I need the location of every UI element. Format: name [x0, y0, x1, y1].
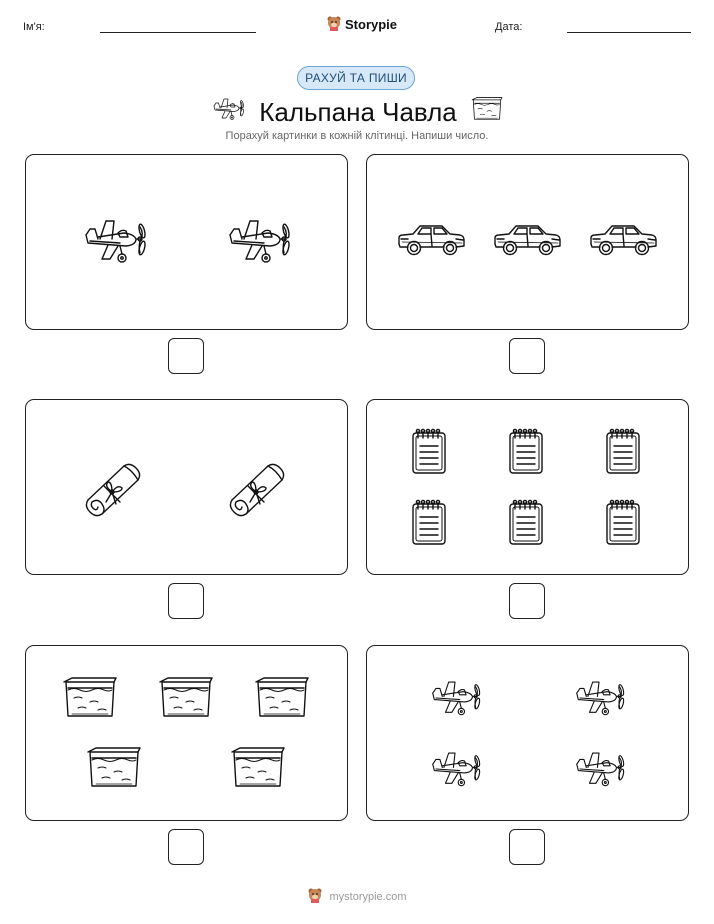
panel-4-item: [409, 498, 449, 551]
answer-box-3[interactable]: [168, 583, 204, 619]
title-block: [0, 94, 714, 131]
answer-box-5[interactable]: [168, 829, 204, 865]
panel-4-item: [506, 498, 546, 551]
panel-5-item: [254, 676, 310, 725]
panel-2-item: [396, 220, 466, 265]
logo-text: Storypie: [345, 17, 398, 32]
bear-logo-icon: [307, 887, 323, 906]
counting-panel-1: [25, 154, 348, 330]
date-label: Дата:: [495, 21, 523, 33]
answer-box-2[interactable]: [509, 338, 545, 374]
panel-6-item: [428, 748, 482, 795]
bear-logo-icon: [326, 15, 342, 34]
panel-2-item: [492, 220, 562, 265]
panel-5-item: [86, 746, 142, 795]
counting-panel-5: [25, 645, 348, 821]
counting-panel-6: [366, 645, 689, 821]
panel-5-item: [62, 676, 118, 725]
panel-6-item: [572, 677, 626, 724]
panel-4-item: [603, 498, 643, 551]
panel-5-item: [158, 676, 214, 725]
panel-4-item: [506, 427, 546, 480]
water-tank-icon: [471, 96, 503, 129]
page-title: Кальпана Чавла: [259, 97, 457, 127]
panel-6-item: [428, 677, 482, 724]
storypie-logo: [326, 15, 397, 34]
name-line[interactable]: [100, 32, 256, 33]
answer-box-6[interactable]: [509, 829, 545, 865]
panel-4-item: [603, 427, 643, 480]
panel-1-item: [224, 215, 292, 272]
footer-url[interactable]: mystorypie.com: [329, 890, 407, 903]
footer: [0, 887, 714, 906]
answer-box-1[interactable]: [168, 338, 204, 374]
counting-panel-3: [25, 399, 348, 575]
panel-3-item: [82, 456, 146, 525]
panel-1-item: [80, 215, 148, 272]
airplane-icon: [211, 94, 245, 131]
panel-2-item: [588, 220, 658, 265]
name-label: Ім'я:: [23, 21, 45, 33]
panel-4-item: [409, 427, 449, 480]
date-line[interactable]: [567, 32, 691, 33]
instruction-text: Порахуй картинки в кожній клітинці. Напиши число.: [225, 130, 489, 142]
panel-5-item: [230, 746, 286, 795]
answer-box-4[interactable]: [509, 583, 545, 619]
panel-6-item: [572, 748, 626, 795]
activity-badge: РАХУЙ ТА ПИШИ: [297, 66, 415, 90]
panel-3-item: [226, 456, 290, 525]
